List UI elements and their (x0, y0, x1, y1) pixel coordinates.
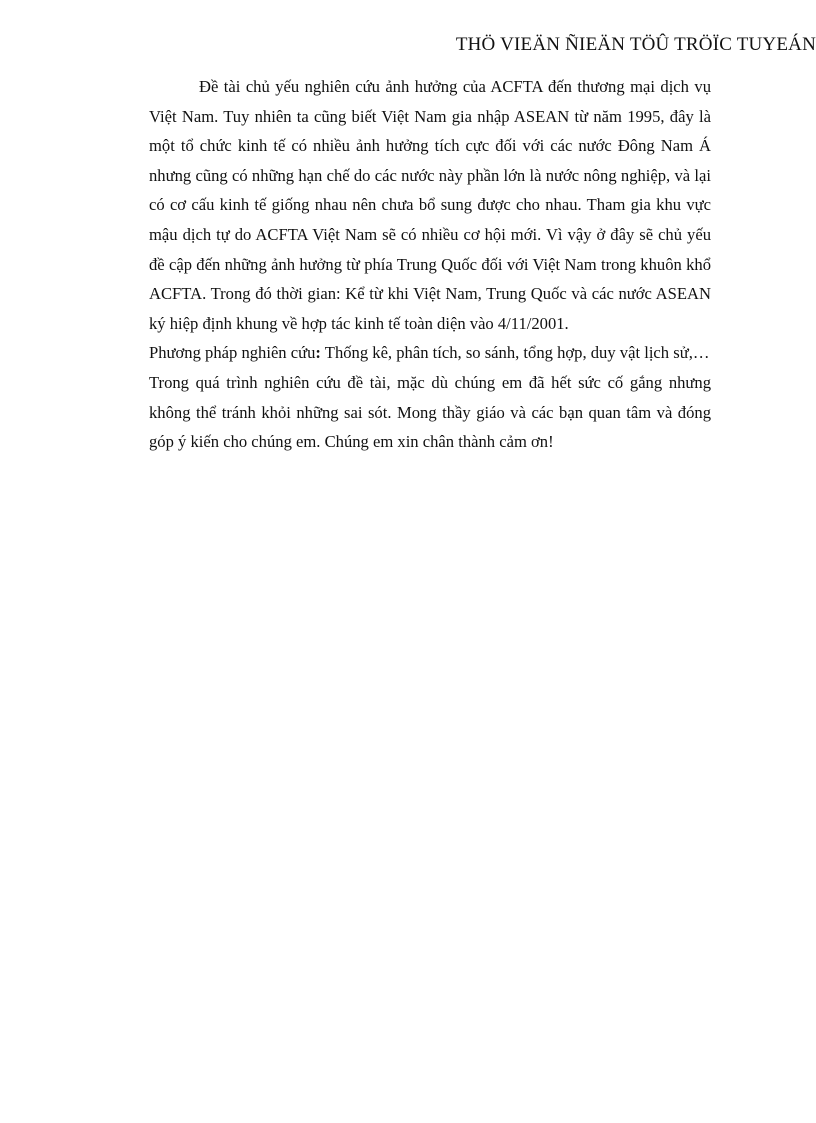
intro-paragraph: Đề tài chủ yếu nghiên cứu ảnh hưởng của ACFTA đến thương mại dịch vụ Việt Nam. Tuy nhiên ta cũng biết Việt Nam gia nhập ASEAN từ năm 1995, đây là một tổ chức kinh tế có nhiều ảnh hưởng tích cực đối với các nước Đông Nam Á nhưng cũng có những hạn chế do các nước này phần lớn là nước nông nghiệp, và lại có cơ cấu kinh tế giống nhau nên chưa bổ sung được cho nhau. Tham gia khu vực mậu dịch tự do ACFTA Việt Nam sẽ có nhiều cơ hội mới. Vì vậy ở đây sẽ chủ yếu đề cập đến những ảnh hưởng từ phía Trung Quốc đối với Việt Nam trong khuôn khổ ACFTA. Trong đó thời gian: Kể từ khi Việt Nam, Trung Quốc và các nước ASEAN ký hiệp định khung về hợp tác kinh tế toàn diện vào 4/11/2001. (149, 77, 711, 333)
methods-label: Phương pháp nghiên cứu (149, 343, 316, 363)
methods-paragraph (149, 338, 711, 368)
methods-text: Thống kê, phân tích, so sánh, tổng hợp, duy vật lịch sử,… (320, 343, 710, 363)
methods-colon: : (315, 343, 321, 363)
closing-paragraph: Trong quá trình nghiên cứu đề tài, mặc dù chúng em đã hết sức cố gắng nhưng không thể tránh khỏi những sai sót. Mong thầy giáo và các bạn quan tâm và đóng góp ý kiến cho chúng em. Chúng em xin chân thành cảm ơn! (149, 372, 711, 452)
page-header-title: THÖ VIEÄN ÑIEÄN TÖÛ TRÖÏC TUYEÁN (455, 34, 816, 55)
document-body (149, 72, 711, 457)
